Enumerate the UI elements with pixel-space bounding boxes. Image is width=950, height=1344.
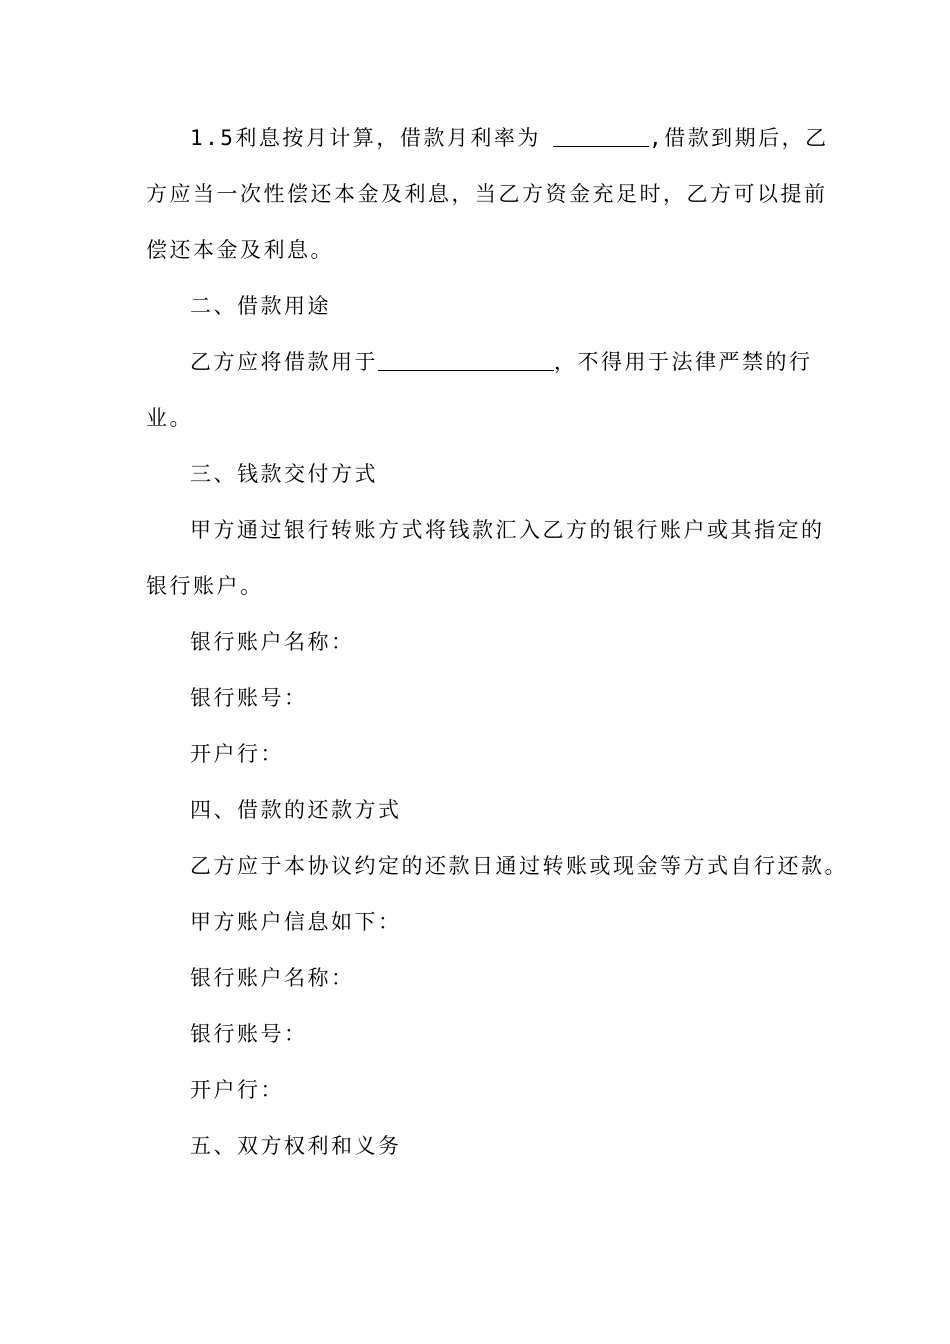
section-heading-purpose: 二、借款用途	[190, 294, 331, 318]
interest-rate-blank	[553, 124, 649, 147]
interest-clause-text: 1.5利息按月计算，借款月利率为	[190, 126, 541, 150]
interest-clause-line-3: 偿还本金及利息。	[146, 238, 334, 262]
document-page	[146, 110, 848, 1174]
section-heading-rights: 五、双方权利和义务	[190, 1134, 402, 1158]
delivery-clause-line-1: 甲方通过银行转账方式将钱款汇入乙方的银行账户或其指定的	[190, 518, 825, 542]
opening-bank-2: 开户行：	[190, 1078, 284, 1102]
purpose-text: 乙方应将借款用于	[190, 350, 378, 374]
bank-account-name-2: 银行账户名称：	[190, 966, 355, 990]
section-heading-delivery: 三、钱款交付方式	[190, 462, 378, 486]
repayment-clause: 乙方应于本协议约定的还款日通过转账或现金等方式自行还款。	[190, 854, 848, 878]
party-a-account-info: 甲方账户信息如下：	[190, 910, 402, 934]
bank-account-number-2: 银行账号：	[190, 1022, 308, 1046]
interest-clause-text-cont: ,借款到期后，乙	[648, 126, 829, 150]
section-heading-repayment: 四、借款的还款方式	[190, 798, 402, 822]
interest-clause-line-2: 方应当一次性偿还本金及利息，当乙方资金充足时，乙方可以提前	[146, 182, 828, 206]
opening-bank-1: 开户行：	[190, 742, 284, 766]
interest-clause-line-1	[146, 110, 829, 166]
bank-account-name-1: 银行账户名称：	[190, 630, 355, 654]
bank-account-number-1: 银行账号：	[190, 686, 308, 710]
purpose-text-cont: ，不得用于法律严禁的行	[554, 350, 813, 374]
delivery-clause-line-2: 银行账户。	[146, 574, 264, 598]
purpose-blank	[378, 348, 554, 371]
purpose-clause-line-1	[146, 334, 813, 390]
purpose-clause-line-2: 业。	[146, 406, 193, 430]
